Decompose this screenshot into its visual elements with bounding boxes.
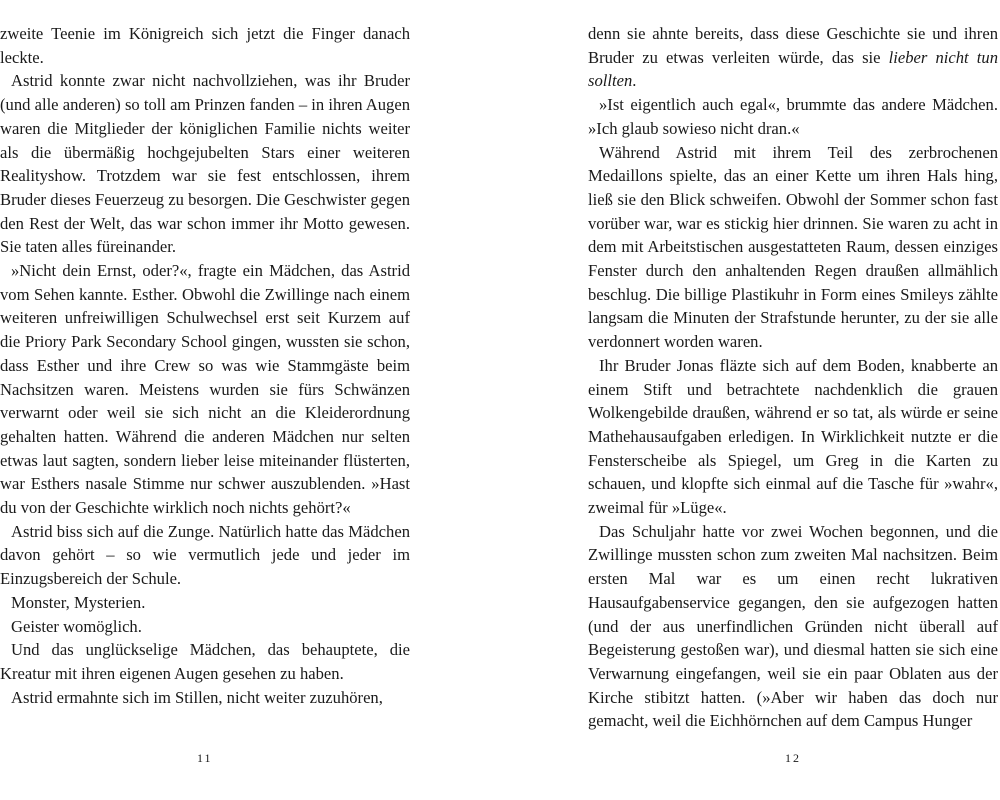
paragraph: Und das unglückselige Mädchen, das behauptete, die Kreatur mit ihren eigenen Augen gesehen zu haben. <box>0 640 410 683</box>
paragraph: Während Astrid mit ihrem Teil des zerbrochenen Medaillons spielte, das an einer Kette um ihren Hals hing, ließ sie den Blick schweifen. Obwohl der Sommer schon fast vorüber war, war es stickig hier drinnen. Sie waren zu acht in dem mit Arbeitstischen ausgestatteten Raum, dessen einziges Fenster durch den anhaltenden Regen draußen allmählich beschlug. Die billige Plastikuhr in Form eines Smileys zählte langsam die Minuten der Strafstunde herunter, zu der sie alle verdonnert worden waren. <box>588 142 998 352</box>
page-number-left: 11 <box>197 751 213 765</box>
paragraph: zweite Teenie im Königreich sich jetzt die Finger danach leckte. <box>0 24 410 67</box>
right-page <box>588 22 999 731</box>
paragraph: »Nicht dein Ernst, oder?«, fragte ein Mädchen, das Astrid vom Sehen kannte. Esther. Obwohl die Zwillinge nach einem weiteren unfreiwilligen Schulwechsel erst seit Kurzem auf die Priory Park Secondary School gingen, wussten sie schon, dass Esther und ihre Crew so was wie Stammgäste beim Nachsitzen waren. Meistens wurden sie fürs Schwänzen verwarnt oder weil sie sich nicht an die Kleiderordnung gehalten hatten. Während die anderen Mädchen nur selten etwas laut sagten, sondern lieber leise miteinander flüsterten, war Esthers nasale Stimme nur schwer auszublenden. »Hast du von der Geschichte wirklich noch nichts gehört?« <box>0 261 410 518</box>
paragraph: Astrid konnte zwar nicht nachvollziehen, was ihr Bruder (und alle anderen) so toll am Prinzen fanden – in ihren Augen waren die Mitglieder der königlichen Familie nichts weiter als die übermäßig hochgejubelten Stars einer weiteren Realityshow. Trotzdem war sie fest entschlossen, ihrem Bruder dieses Feuerzeug zu besorgen. Die Geschwister gegen den Rest der Welt, das war schon immer ihr Motto gewesen. Sie taten alles füreinander. <box>0 71 410 257</box>
paragraph: Astrid biss sich auf die Zunge. Natürlich hatte das Mädchen davon gehört – so wie vermutlich jede und jeder im Einzugsbereich der Schule. <box>0 521 410 589</box>
paragraph <box>588 22 998 93</box>
paragraph-text: denn sie ahnte bereits, dass diese Geschichte sie und ihren Bruder zu etwas verleiten würde, das sie <box>588 24 998 67</box>
page-number-right: 12 <box>785 751 801 765</box>
paragraph: »Ist eigentlich auch egal«, brummte das andere Mädchen. »Ich glaub sowieso nicht dran.« <box>588 95 998 138</box>
left-page <box>0 22 410 707</box>
paragraph: Astrid ermahnte sich im Stillen, nicht weiter zuzuhören, <box>11 687 383 707</box>
right-page-text <box>588 22 998 733</box>
left-page-text <box>0 22 410 709</box>
paragraph: Das Schuljahr hatte vor zwei Wochen begonnen, und die Zwillinge mussten schon zum zweiten Mal nachsitzen. Beim ersten Mal war es um einen recht lukrativen Hausaufgabenservice gegangen, den sie aufgezogen hatten (und der aus unerfindlichen Gründen nicht überall auf Begeisterung gestoßen war), und diesmal hatten sie sich eine Verwarnung eingefangen, weil sie ein paar Oblaten aus der Kirche stibitzt hatten. (»Aber wir haben das doch nur gemacht, weil die Eichhörnchen auf dem Campus Hunger <box>588 521 998 731</box>
paragraph: Monster, Mysterien. <box>11 592 146 612</box>
paragraph: Ihr Bruder Jonas fläzte sich auf dem Boden, knabberte an einem Stift und betrachtete nachdenklich die grauen Wolkengebilde draußen, während er so tat, als würde er seine Mathehausaufgaben erledigen. In Wirklichkeit nutzte er die Fensterscheibe als Spiegel, um Greg in die Karten zu schauen, und klopfte sich einmal auf die Tasche für »wahr«, zweimal für »Lüge«. <box>588 355 998 518</box>
paragraph: Geister womöglich. <box>11 616 142 636</box>
paragraph-text: . <box>632 71 637 91</box>
emphasis-text: lieber nicht tun sollten <box>588 47 999 91</box>
